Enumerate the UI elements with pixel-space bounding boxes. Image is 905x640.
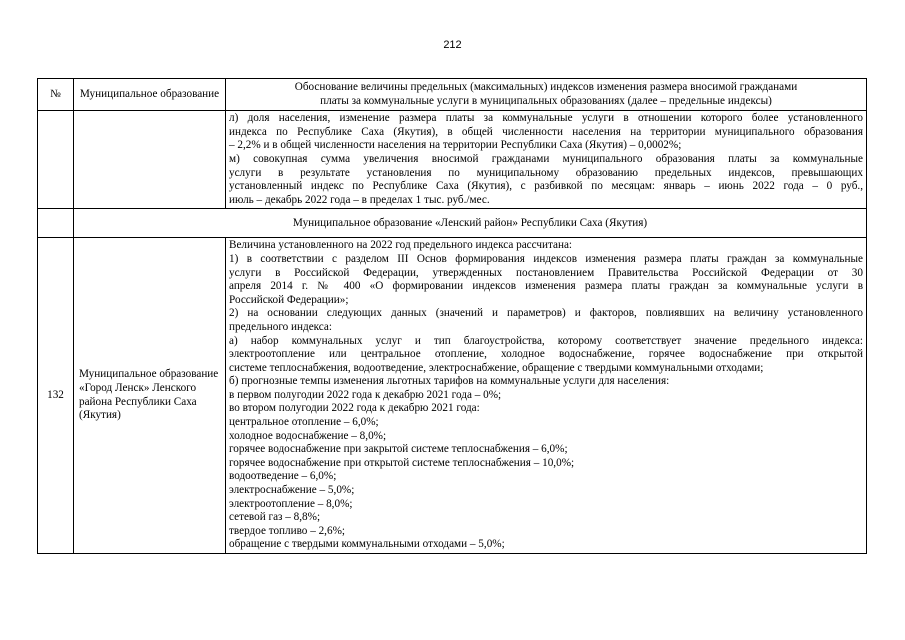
continuation-number-cell (38, 111, 74, 209)
text-line: горячее водоснабжение при закрытой системе теплоснабжения – 6,0%; (229, 443, 568, 456)
text-line: 2) на основании следующих данных (значений и параметров) и факторов, повлиявших на величину установленного (229, 307, 863, 320)
table-row (38, 111, 867, 209)
text-line: установленный индекс по Республике Саха (Якутия), с разбивкой по месяцам: январь – июнь 2022 года – 0 руб., (229, 180, 863, 193)
table-header-row (38, 79, 867, 111)
text-line: центральное отопление – 6,0%; (229, 416, 379, 429)
text-line: электроотопление – 8,0%; (229, 497, 353, 510)
text-line: 1) в соответствии с разделом III Основ формирования индексов изменения размера платы граждан за коммунальные (229, 252, 863, 265)
text-line: во втором полугодии 2022 года к декабрю 2021 года: (229, 402, 480, 415)
text-line: электроотопление или центральное отопление, холодное водоснабжение, горячее водоснабжение при открытой (229, 348, 863, 361)
text-line: индекса по Республике Саха (Якутия), в общей численности населения на территории муниципального образования (229, 125, 863, 138)
row-number: 132 (38, 238, 74, 554)
text-line: – 2,2% и в общей численности населения на территории Республики Саха (Якутия) – 0,0002%; (229, 139, 682, 152)
text-line: июль – декабрь 2022 года – в пределах 1 тыс. руб./мес. (229, 193, 490, 206)
text-line: холодное водоснабжение – 8,0%; (229, 429, 387, 442)
text-line: а) набор коммунальных услуг и тип благоустройства, которому соответствует значение предельного индекса: (229, 334, 863, 347)
text-line: твердое топливо – 2,6%; (229, 524, 345, 537)
text-line: Величина установленного на 2022 год предельного индекса рассчитана: (229, 239, 573, 252)
text-line: системе теплоснабжения, водоотведение, электроснабжение, обращение с твердыми коммунальными отходами; (229, 361, 764, 374)
section-row (38, 209, 867, 238)
text-line: водоотведение – 6,0%; (229, 470, 337, 483)
header-justification (226, 79, 867, 111)
header-municipality: Муниципальное образование (74, 79, 226, 111)
indices-table (37, 78, 867, 554)
section-number-cell (38, 209, 74, 238)
text-line: обращение с твердыми коммунальными отходами – 5,0%; (229, 538, 505, 551)
justification-text-cell (226, 238, 867, 554)
continuation-municipality-cell (74, 111, 226, 209)
text-line: предельного индекса: (229, 320, 332, 333)
text-line: л) доля населения, изменение размера платы за коммунальные услуги в отношении которого более установленного (229, 112, 863, 125)
continuation-text-cell (226, 111, 867, 209)
header-number: № (38, 79, 74, 111)
text-line: сетевой газ – 8,8%; (229, 511, 321, 524)
text-line: в первом полугодии 2022 года к декабрю 2021 года – 0%; (229, 388, 502, 401)
text-line: услуги в результате установления по муниципальному образованию предельных индексов, превышающих (229, 166, 863, 179)
section-title: Муниципальное образование «Ленский район» Республики Саха (Якутия) (74, 209, 867, 238)
page-number: 212 (443, 39, 462, 51)
header-justification-line: платы за коммунальные услуги в муниципальных образованиях (далее – предельные индексы) (320, 94, 772, 107)
text-line: электроснабжение – 5,0%; (229, 484, 355, 497)
text-line: апреля 2014 г. № 400 «О формировании индексов изменения размера платы граждан за коммунальные услуги в (229, 280, 863, 293)
text-line: горячее водоснабжение при открытой системе теплоснабжения – 10,0%; (229, 456, 575, 469)
municipality-name: Муниципальное образование «Город Ленск» Ленского района Республики Саха (Якутия) (74, 238, 226, 554)
text-line: Российской Федерации»; (229, 293, 349, 306)
text-line: м) совокупная сумма увеличения вносимой гражданами муниципального образования платы за коммунальные (229, 152, 863, 165)
table-row (38, 238, 867, 554)
header-justification-line: Обоснование величины предельных (максимальных) индексов изменения размера вносимой гражданами (294, 81, 798, 93)
text-line: б) прогнозные темпы изменения льготных тарифов на коммунальные услуги для населения: (229, 375, 670, 388)
text-line: услуги в Российской Федерации, утвержденных постановлением Правительства Российской Федерации от 30 (229, 266, 863, 279)
